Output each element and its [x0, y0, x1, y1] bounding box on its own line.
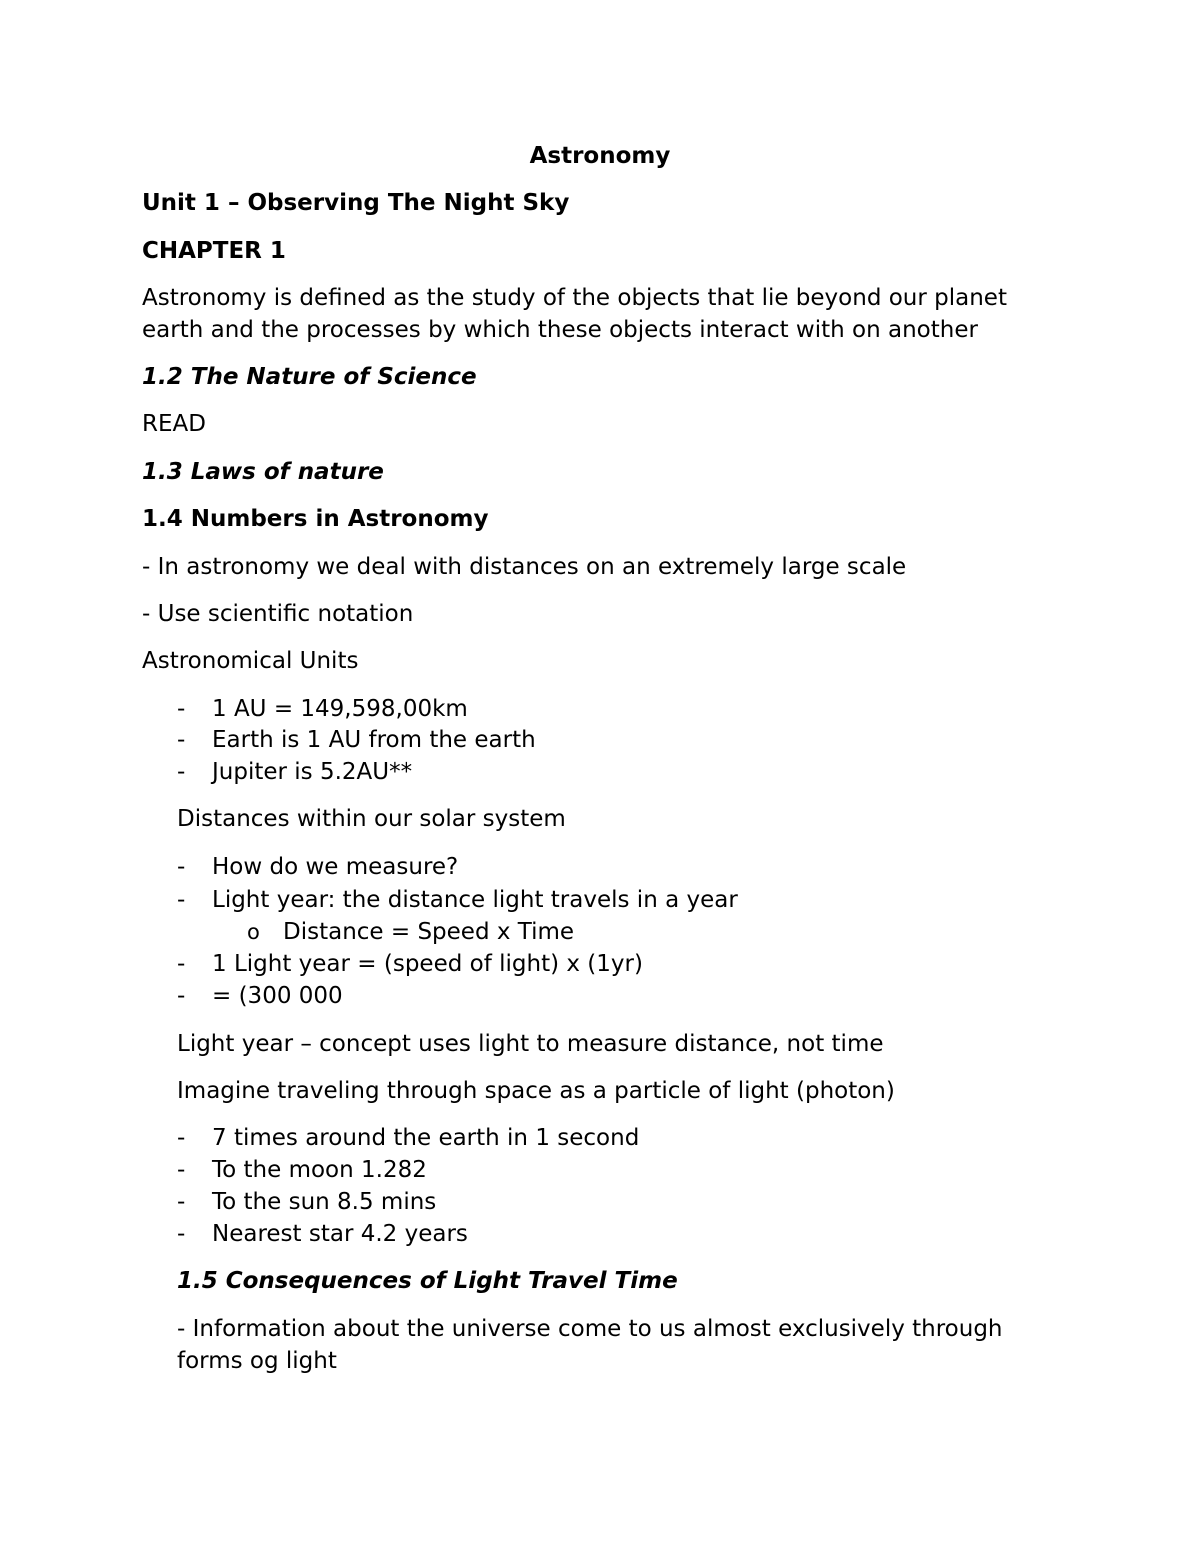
distances-heading: Distances within our solar system: [177, 806, 566, 832]
list-bullet: -: [177, 759, 186, 785]
list-item: Jupiter is 5.2AU**: [212, 759, 413, 785]
list-item: Nearest star 4.2 years: [212, 1221, 468, 1247]
section-heading-1-2: 1.2 The Nature of Science: [142, 364, 477, 390]
list-item: = (300 000: [212, 983, 343, 1009]
intro-paragraph-line-1: Astronomy is defined as the study of the objects that lie beyond our planet: [142, 285, 1007, 311]
imagine-paragraph: Imagine traveling through space as a particle of light (photon): [177, 1078, 895, 1104]
light-year-concept: Light year – concept uses light to measure distance, not time: [177, 1031, 884, 1057]
info-paragraph-line-1: - Information about the universe come to us almost exclusively through: [177, 1316, 1003, 1342]
section-heading-1-4: 1.4 Numbers in Astronomy: [142, 506, 489, 532]
list-bullet: -: [177, 887, 186, 913]
list-bullet: -: [177, 1125, 186, 1151]
list-bullet: -: [177, 1157, 186, 1183]
list-bullet: -: [177, 951, 186, 977]
numbers-paragraph-2: - Use scientific notation: [142, 601, 414, 627]
sub-list-bullet: o: [247, 920, 260, 944]
sub-list-item: Distance = Speed x Time: [283, 919, 575, 945]
list-bullet: -: [177, 727, 186, 753]
list-item: 7 times around the earth in 1 second: [212, 1125, 640, 1151]
chapter-heading: CHAPTER 1: [142, 238, 286, 264]
document-title: Astronomy: [529, 143, 671, 169]
list-item: To the moon 1.282: [212, 1157, 427, 1183]
read-text: READ: [142, 411, 206, 437]
intro-paragraph-line-2: earth and the processes by which these objects interact with on another: [142, 317, 978, 343]
section-heading-1-5: 1.5 Consequences of Light Travel Time: [177, 1268, 678, 1294]
list-bullet: -: [177, 983, 186, 1009]
list-item: To the sun 8.5 mins: [212, 1189, 437, 1215]
list-item: Light year: the distance light travels in a year: [212, 887, 738, 913]
section-heading-1-3: 1.3 Laws of nature: [142, 459, 384, 485]
list-bullet: -: [177, 1189, 186, 1215]
list-item: How do we measure?: [212, 854, 459, 880]
au-heading: Astronomical Units: [142, 648, 359, 674]
info-paragraph-line-2: forms og light: [177, 1348, 337, 1374]
unit-heading: Unit 1 – Observing The Night Sky: [142, 190, 570, 216]
list-bullet: -: [177, 696, 186, 722]
list-item: 1 Light year = (speed of light) x (1yr): [212, 951, 643, 977]
list-bullet: -: [177, 1221, 186, 1247]
numbers-paragraph-1: - In astronomy we deal with distances on an extremely large scale: [142, 554, 907, 580]
list-item: 1 AU = 149,598,00km: [212, 696, 468, 722]
list-bullet: -: [177, 854, 186, 880]
list-item: Earth is 1 AU from the earth: [212, 727, 536, 753]
